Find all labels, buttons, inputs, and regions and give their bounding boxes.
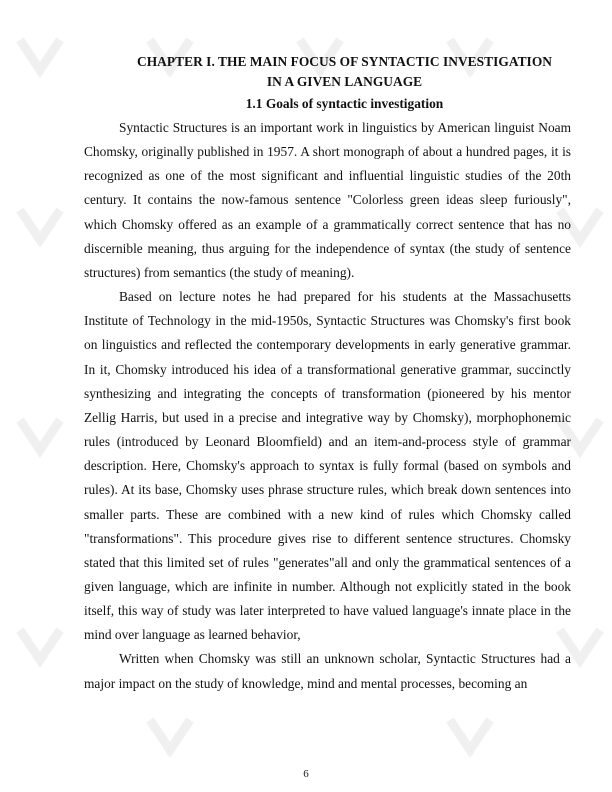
section-title: 1.1 Goals of syntactic investigation <box>245 96 444 111</box>
chapter-title-line-1: CHAPTER I. THE MAIN FOCUS OF SYNTACTIC INVESTIGATION <box>136 54 553 69</box>
paragraph-1: Syntactic Structures is an important work in linguistics by American linguist Noam Chomsky, originally published in 1957. A short monograph of about a hundred pages, it is recognized as one of the most significant and influential linguistic studies of the 20th century. It contains the now-famous sentence "Colorless green ideas sleep furiously", which Chomsky offered as an example of a grammatically correct sentence that has no discernible meaning, thus arguing for the independence of syntax (the study of sentence structures) from semantics (the study of meaning). <box>84 120 571 280</box>
paragraph-2: Based on lecture notes he had prepared for his students at the Massachusetts Institute of Technology in the mid-1950s, Syntactic Structures was Chomsky's first book on linguistics and reflected the contemporary developments in early generative grammar. In it, Chomsky introduced his idea of a transformational generative grammar, succinctly synthesizing and integrating the concepts of transformation (pioneered by his mentor Zellig Harris, but used in a precise and integrative way by Chomsky), morphophonemic rules (introduced by Leonard Bloomfield) and an item-and-process style of grammar description. Here, Chomsky's approach to syntax is fully formal (based on symbols and rules). At its base, Chomsky uses phrase structure rules, which break down sentences into smaller parts. These are combined with a new kind of rules which Chomsky called "transformations". This procedure gives rise to different sentence structures. Chomsky stated that this limited set of rules "generates"all and only the grammatical sentences of a given language, which are infinite in number. Although not explicitly stated in the book itself, this way of study was later interpreted to have valued language's innate place in the mind over language as learned behavior, <box>84 289 571 643</box>
document-page <box>84 52 571 696</box>
page-number: 6 <box>303 768 309 780</box>
chapter-title <box>84 52 571 92</box>
paragraph-3: Written when Chomsky was still an unknown scholar, Syntactic Structures had a major impact on the study of knowledge, mind and mental processes, becoming an <box>84 651 571 691</box>
chapter-title-line-2: IN A GIVEN LANGUAGE <box>266 74 423 89</box>
